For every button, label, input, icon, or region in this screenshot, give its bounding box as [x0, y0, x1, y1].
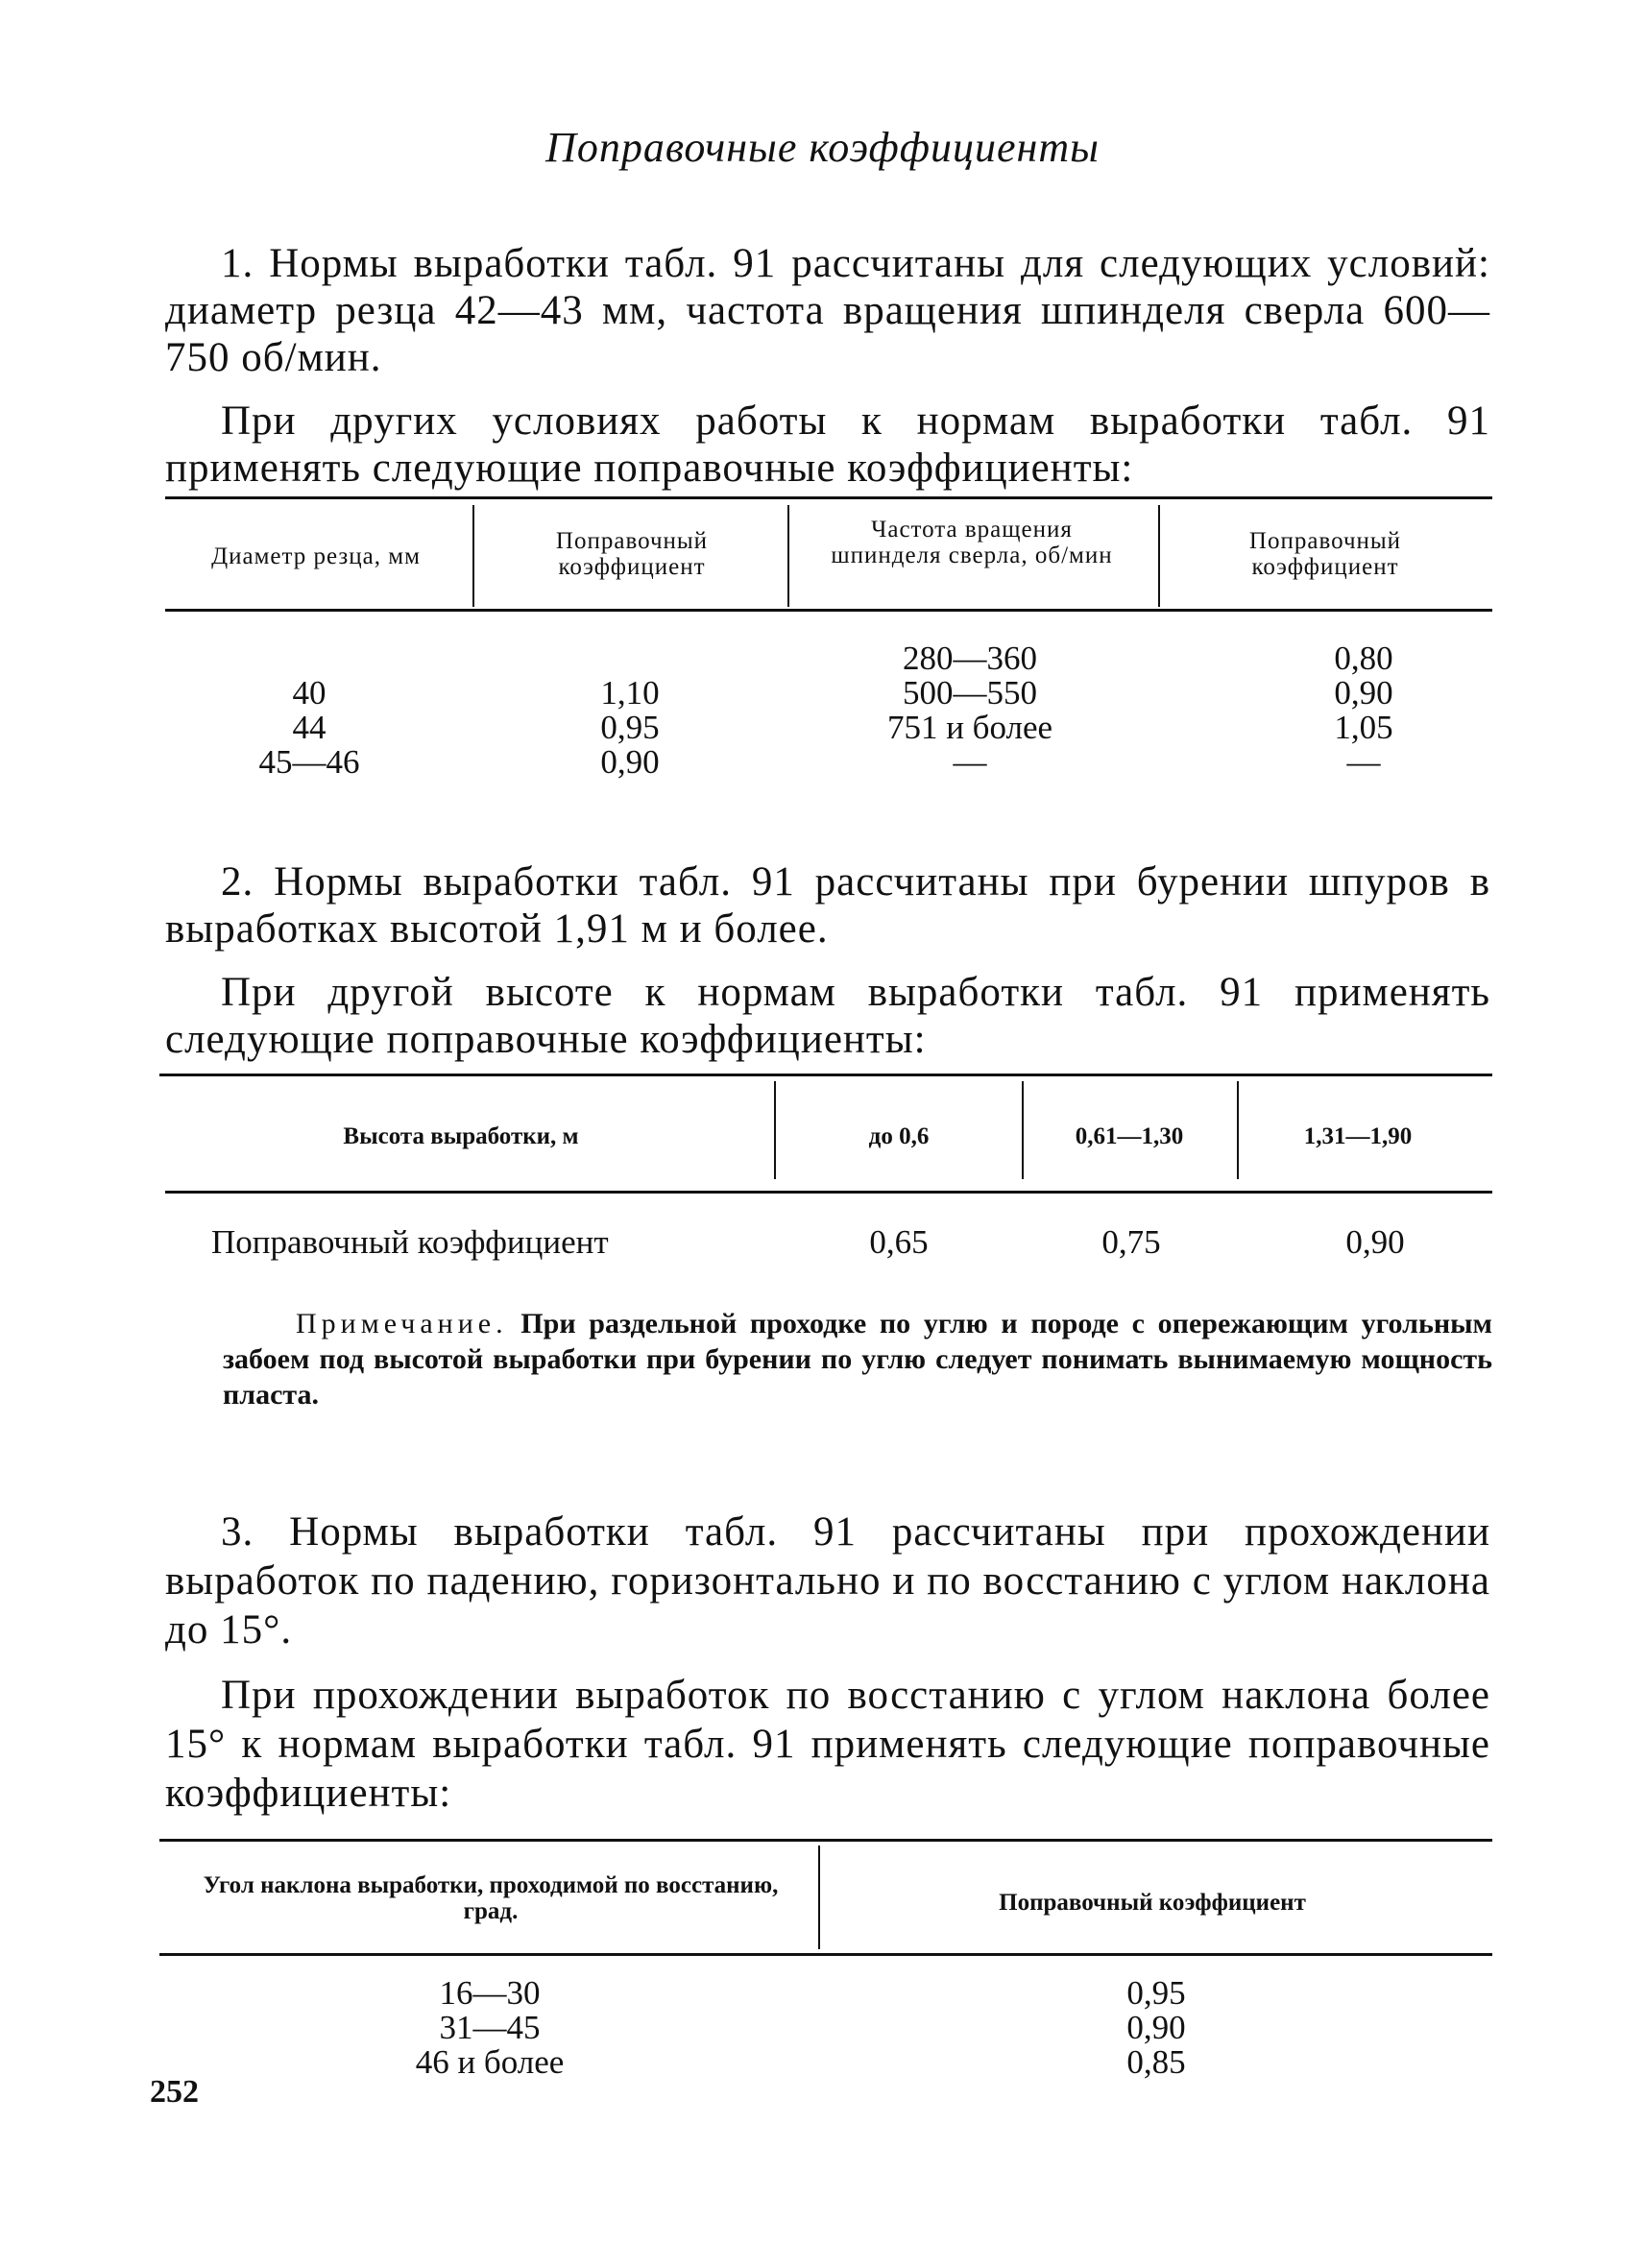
table-2-note — [223, 1306, 1492, 1412]
table-2-header-range-3: 1,31—1,90 — [1303, 1123, 1413, 1149]
table-2-header-range-1: до 0,6 — [868, 1123, 930, 1149]
table-1-cell: 0,90 — [600, 743, 660, 781]
table-1-cell: — — [953, 743, 987, 781]
section-3-paragraph-2: При прохождении выработок по восстанию с углом наклона более 15° к нормам выработки табл. 91 применять следующие поправочные коэффициенты: — [165, 1673, 1490, 1816]
table-1-cell: 0,90 — [1334, 674, 1393, 712]
table-2-cell: 0,65 — [869, 1223, 929, 1261]
table-1-header-coefficient-1: Поправочный коэффициент — [555, 528, 709, 580]
section-2-paragraph-1: 2. Нормы выработки табл. 91 рассчитаны при бурении шпуров в выработках высотой 1,91 м и более. — [165, 859, 1490, 952]
note-text: При раздельной проходке по углю и породе с опережающим угольным забоем под высотой выработки при бурении по углю следует понимать вынимаемую мощность пласта. — [223, 1308, 1492, 1411]
table-1-header-diameter: Диаметр резца, мм — [211, 543, 421, 569]
table-1-cell: 44 — [292, 709, 327, 746]
table-3-header-coefficient: Поправочный коэффициент — [999, 1890, 1306, 1916]
table-1-cell: 0,80 — [1334, 639, 1393, 677]
table-3-cell: 0,95 — [1126, 1974, 1186, 2012]
table-3-header-angle: Угол наклона выработки, проходимой по восстанию, град. — [203, 1872, 779, 1924]
table-2-header-height: Высота выработки, м — [343, 1123, 579, 1149]
table-2-header-range-2: 0,61—1,30 — [1075, 1123, 1184, 1149]
table-1-column-diameter — [213, 676, 405, 780]
table-1-cell: 751 и более — [886, 709, 1053, 746]
table-1-column-coefficient-1 — [534, 676, 726, 780]
table-1-cell: 0,95 — [600, 709, 660, 746]
table-2-divider — [1022, 1081, 1024, 1179]
table-1-divider — [1158, 505, 1160, 607]
table-3-cell: 16—30 — [439, 1974, 541, 2012]
table-2-divider — [1237, 1081, 1239, 1179]
table-1-cell: 280—360 — [903, 639, 1037, 677]
section-1 — [165, 240, 1490, 492]
table-3-cell: 31—45 — [439, 2009, 541, 2046]
table-3-cell: 0,85 — [1126, 2043, 1186, 2081]
table-3-cell: 46 и более — [415, 2043, 565, 2081]
table-1-cell: 1,05 — [1334, 709, 1393, 746]
table-1-cell: 500—550 — [903, 674, 1037, 712]
section-1-paragraph-1: 1. Нормы выработки табл. 91 рассчитаны для следующих условий: диаметр резца 42—43 мм, частота вращения шпинделя сверла 600—750 об/мин. — [165, 241, 1490, 380]
table-2-divider — [774, 1081, 776, 1179]
note-lead: Примечание. — [296, 1308, 508, 1339]
page-heading: Поправочные коэффициенты — [545, 124, 1100, 171]
table-3-column-angle — [346, 1976, 634, 2080]
section-3-paragraph-1: 3. Нормы выработки табл. 91 рассчитаны при прохождении выработок по падению, горизонтально и по восстанию с углом наклона до 15°. — [165, 1509, 1490, 1653]
table-3-divider — [818, 1846, 820, 1949]
table-1-column-coefficient-2 — [1268, 641, 1460, 780]
table-3-top-rule — [159, 1839, 1492, 1842]
page-number: 252 — [150, 2074, 199, 2110]
table-1-header-coefficient-2: Поправочный коэффициент — [1248, 528, 1402, 580]
table-1-column-frequency — [826, 641, 1114, 780]
table-1-cell: — — [1346, 743, 1381, 781]
table-1-header-rule — [165, 609, 1492, 612]
section-3 — [165, 1508, 1490, 1818]
section-2-paragraph-2: При другой высоте к нормам выработки табл. 91 применять следующие поправочные коэффициенты: — [165, 970, 1490, 1062]
table-1-divider — [472, 505, 474, 607]
table-3-column-coefficient — [1060, 1976, 1252, 2080]
table-2-header-rule — [165, 1191, 1492, 1194]
table-3-header-rule — [159, 1953, 1492, 1956]
table-2-row-label: Поправочный коэффициент — [211, 1223, 609, 1261]
table-1-divider — [787, 505, 789, 607]
table-2-top-rule — [159, 1074, 1492, 1076]
table-3-cell: 0,90 — [1126, 2009, 1186, 2046]
table-1-cell: 45—46 — [258, 743, 360, 781]
section-1-paragraph-2: При других условиях работы к нормам выработки табл. 91 применять следующие поправочные коэффициенты: — [165, 398, 1490, 491]
table-1-top-rule — [165, 496, 1492, 499]
table-1-cell: 1,10 — [600, 674, 660, 712]
table-2-cell: 0,75 — [1101, 1223, 1161, 1261]
section-2 — [165, 858, 1490, 1063]
table-1-header-frequency: Частота вращения шпинделя сверла, об/мин — [831, 517, 1113, 568]
table-2-cell: 0,90 — [1345, 1223, 1405, 1261]
table-1-cell: 40 — [292, 674, 327, 712]
